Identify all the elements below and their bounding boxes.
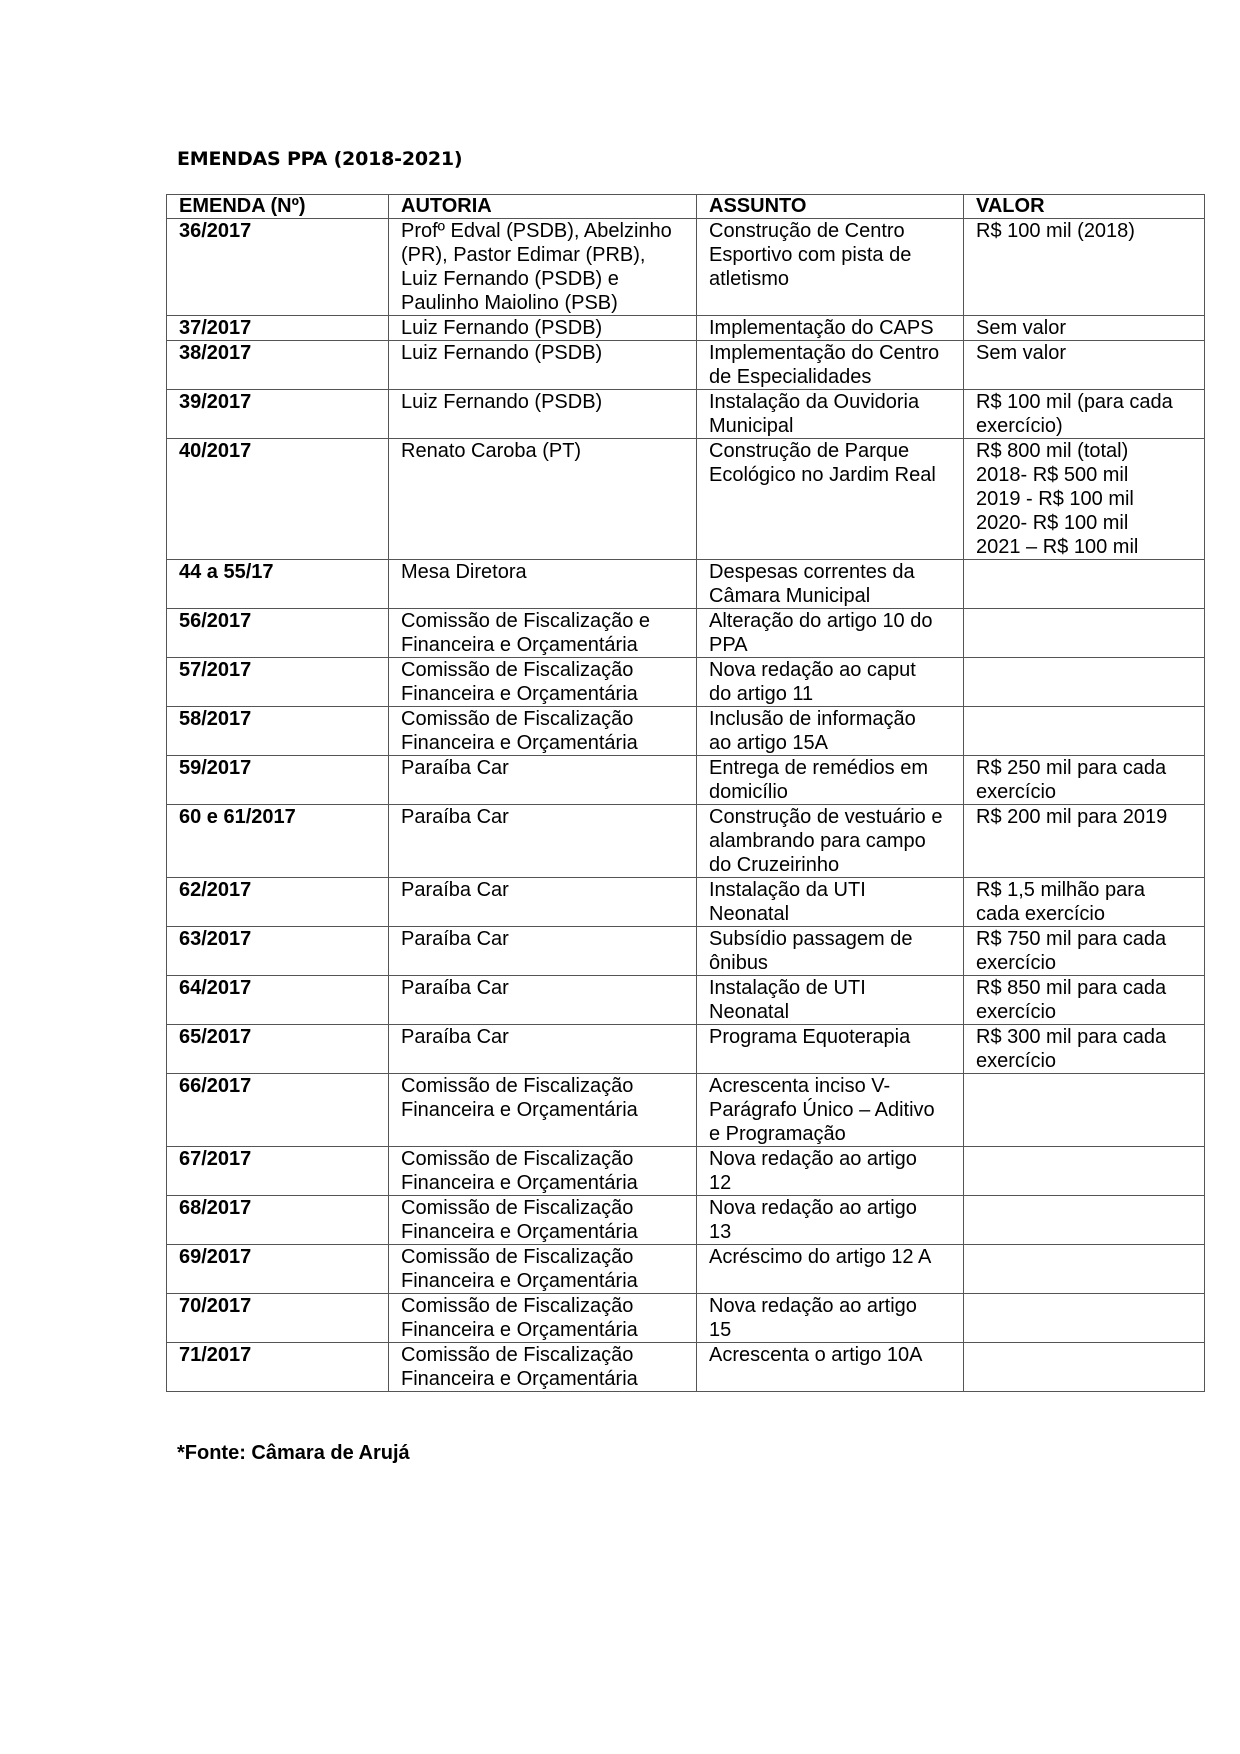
cell-autoria-line: Comissão de Fiscalização e: [401, 610, 650, 632]
cell-valor-line: Sem valor: [976, 317, 1067, 339]
cell-assunto-line: Programa Equoterapia: [709, 1026, 911, 1048]
cell-autoria: [389, 927, 697, 976]
table-row: [167, 390, 1205, 439]
cell-emenda: 63/2017: [167, 927, 389, 976]
cell-valor-line: R$ 200 mil para 2019: [976, 806, 1168, 828]
cell-assunto-line: Instalação da UTI: [709, 879, 866, 901]
table-row: [167, 1147, 1205, 1196]
cell-valor-line: R$ 250 mil para cada: [976, 757, 1167, 779]
cell-assunto: [697, 1245, 964, 1294]
cell-assunto-line: domicílio: [709, 781, 788, 803]
cell-assunto-line: Entrega de remédios em: [709, 757, 929, 779]
cell-autoria-line: Paraíba Car: [401, 1026, 509, 1048]
cell-assunto: [697, 609, 964, 658]
cell-assunto-line: do Cruzeirinho: [709, 854, 840, 876]
cell-assunto-line: Acrescenta inciso V-: [709, 1075, 891, 1097]
table-row: [167, 878, 1205, 927]
cell-autoria: [389, 1245, 697, 1294]
cell-valor: [964, 219, 1205, 316]
cell-assunto-line: Câmara Municipal: [709, 585, 871, 607]
table-row: [167, 316, 1205, 341]
cell-assunto-line: e Programação: [709, 1123, 846, 1145]
cell-valor-line: exercício): [976, 415, 1063, 437]
cell-valor: [964, 439, 1205, 560]
cell-assunto: [697, 316, 964, 341]
cell-assunto: [697, 927, 964, 976]
cell-assunto: [697, 658, 964, 707]
cell-autoria: [389, 878, 697, 927]
cell-valor-line: exercício: [976, 781, 1057, 803]
cell-valor-line: R$ 300 mil para cada: [976, 1026, 1167, 1048]
cell-emenda: 38/2017: [167, 341, 389, 390]
cell-assunto: [697, 1196, 964, 1245]
cell-autoria-line: Paulinho Maiolino (PSB): [401, 292, 618, 314]
cell-assunto-line: Instalação de UTI: [709, 977, 866, 999]
cell-emenda: 58/2017: [167, 707, 389, 756]
cell-assunto-line: Implementação do CAPS: [709, 317, 934, 339]
cell-valor: [964, 1343, 1205, 1392]
cell-assunto-line: ao artigo 15A: [709, 732, 828, 754]
cell-valor: [964, 658, 1205, 707]
cell-assunto-line: alambrando para campo: [709, 830, 926, 852]
cell-assunto-line: Inclusão de informação: [709, 708, 916, 730]
cell-autoria: [389, 560, 697, 609]
cell-autoria-line: Mesa Diretora: [401, 561, 527, 583]
table-row: [167, 976, 1205, 1025]
cell-valor-line: 2018- R$ 500 mil: [976, 464, 1129, 486]
cell-emenda: 66/2017: [167, 1074, 389, 1147]
table-row: [167, 560, 1205, 609]
cell-autoria-line: Financeira e Orçamentária: [401, 1270, 638, 1292]
cell-valor-line: R$ 750 mil para cada: [976, 928, 1167, 950]
cell-assunto-line: Neonatal: [709, 903, 790, 925]
cell-assunto-line: Parágrafo Único – Aditivo: [709, 1099, 935, 1121]
cell-assunto: [697, 1074, 964, 1147]
cell-autoria-line: Comissão de Fiscalização: [401, 1075, 634, 1097]
cell-autoria: [389, 805, 697, 878]
cell-autoria: [389, 341, 697, 390]
cell-assunto: [697, 1294, 964, 1343]
cell-emenda: 70/2017: [167, 1294, 389, 1343]
cell-autoria-line: Comissão de Fiscalização: [401, 1246, 634, 1268]
cell-assunto-line: Ecológico no Jardim Real: [709, 464, 936, 486]
table-body: [167, 219, 1205, 1392]
cell-autoria-line: Comissão de Fiscalização: [401, 1197, 634, 1219]
cell-assunto-line: de Especialidades: [709, 366, 872, 388]
cell-autoria-line: Financeira e Orçamentária: [401, 634, 638, 656]
cell-autoria-line: Financeira e Orçamentária: [401, 1368, 638, 1390]
cell-emenda: 44 a 55/17: [167, 560, 389, 609]
cell-assunto-line: Alteração do artigo 10 do: [709, 610, 933, 632]
table-header-row: [167, 195, 1205, 219]
cell-autoria-line: Financeira e Orçamentária: [401, 683, 638, 705]
cell-emenda: 59/2017: [167, 756, 389, 805]
table-row: [167, 1025, 1205, 1074]
cell-valor: [964, 341, 1205, 390]
cell-assunto-line: 15: [709, 1319, 732, 1341]
cell-valor-line: R$ 1,5 milhão para: [976, 879, 1145, 901]
header-emenda: EMENDA (Nº): [167, 195, 389, 219]
cell-autoria-line: Paraíba Car: [401, 928, 509, 950]
cell-autoria: [389, 976, 697, 1025]
cell-valor: [964, 1025, 1205, 1074]
cell-assunto-line: Acrescenta o artigo 10A: [709, 1344, 923, 1366]
table-row: [167, 927, 1205, 976]
cell-autoria-line: Luiz Fernando (PSDB): [401, 391, 603, 413]
cell-autoria-line: Comissão de Fiscalização: [401, 1148, 634, 1170]
cell-autoria-line: Paraíba Car: [401, 757, 509, 779]
table-row: [167, 1343, 1205, 1392]
header-valor: VALOR: [964, 195, 1205, 219]
cell-assunto: [697, 1343, 964, 1392]
cell-emenda: 64/2017: [167, 976, 389, 1025]
cell-assunto-line: PPA: [709, 634, 748, 656]
cell-emenda: 60 e 61/2017: [167, 805, 389, 878]
cell-autoria: [389, 658, 697, 707]
cell-valor: [964, 390, 1205, 439]
cell-valor: [964, 560, 1205, 609]
cell-emenda: 56/2017: [167, 609, 389, 658]
cell-assunto-line: Instalação da Ouvidoria: [709, 391, 920, 413]
cell-autoria: [389, 1147, 697, 1196]
cell-emenda: 69/2017: [167, 1245, 389, 1294]
cell-assunto-line: Nova redação ao artigo: [709, 1148, 917, 1170]
cell-assunto-line: Subsídio passagem de: [709, 928, 913, 950]
cell-valor-line: R$ 850 mil para cada: [976, 977, 1167, 999]
cell-valor-line: R$ 800 mil (total): [976, 440, 1129, 462]
cell-assunto: [697, 219, 964, 316]
cell-autoria: [389, 1294, 697, 1343]
cell-valor-line: cada exercício: [976, 903, 1105, 925]
cell-valor-line: 2020- R$ 100 mil: [976, 512, 1129, 534]
cell-assunto-line: Acréscimo do artigo 12 A: [709, 1246, 932, 1268]
cell-valor: [964, 609, 1205, 658]
cell-valor-line: 2019 - R$ 100 mil: [976, 488, 1134, 510]
cell-assunto-line: Nova redação ao caput: [709, 659, 916, 681]
cell-autoria-line: Financeira e Orçamentária: [401, 732, 638, 754]
cell-autoria-line: Financeira e Orçamentária: [401, 1172, 638, 1194]
cell-assunto: [697, 707, 964, 756]
document-title: EMENDAS PPA (2018-2021): [177, 148, 463, 170]
cell-assunto-line: Despesas correntes da: [709, 561, 915, 583]
header-autoria: AUTORIA: [389, 195, 697, 219]
header-assunto: ASSUNTO: [697, 195, 964, 219]
cell-assunto: [697, 341, 964, 390]
cell-autoria-line: Paraíba Car: [401, 977, 509, 999]
cell-emenda: 62/2017: [167, 878, 389, 927]
cell-valor: [964, 1147, 1205, 1196]
cell-assunto-line: Implementação do Centro: [709, 342, 940, 364]
cell-assunto: [697, 560, 964, 609]
cell-emenda: 68/2017: [167, 1196, 389, 1245]
table-row: [167, 341, 1205, 390]
cell-valor-line: exercício: [976, 1001, 1057, 1023]
cell-emenda: 36/2017: [167, 219, 389, 316]
table-row: [167, 805, 1205, 878]
cell-assunto: [697, 756, 964, 805]
cell-autoria: [389, 1343, 697, 1392]
cell-autoria-line: (PR), Pastor Edimar (PRB),: [401, 244, 646, 266]
cell-valor-line: R$ 100 mil (2018): [976, 220, 1135, 242]
cell-autoria: [389, 1025, 697, 1074]
cell-autoria-line: Profº Edval (PSDB), Abelzinho: [401, 220, 672, 242]
cell-valor: [964, 1196, 1205, 1245]
cell-autoria: [389, 439, 697, 560]
cell-valor: [964, 316, 1205, 341]
cell-assunto-line: Construção de Centro: [709, 220, 905, 242]
cell-autoria: [389, 316, 697, 341]
cell-valor: [964, 976, 1205, 1025]
cell-assunto-line: 12: [709, 1172, 732, 1194]
cell-valor-line: exercício: [976, 1050, 1057, 1072]
cell-assunto: [697, 805, 964, 878]
cell-valor: [964, 1294, 1205, 1343]
table-row: [167, 1196, 1205, 1245]
cell-emenda: 71/2017: [167, 1343, 389, 1392]
cell-autoria: [389, 390, 697, 439]
cell-autoria-line: Comissão de Fiscalização: [401, 708, 634, 730]
cell-assunto-line: Construção de Parque: [709, 440, 910, 462]
cell-autoria: [389, 756, 697, 805]
cell-autoria-line: Luiz Fernando (PSDB): [401, 317, 603, 339]
cell-valor: [964, 707, 1205, 756]
table-row: [167, 1074, 1205, 1147]
cell-assunto-line: Nova redação ao artigo: [709, 1295, 917, 1317]
cell-autoria-line: Paraíba Car: [401, 806, 509, 828]
cell-autoria-line: Luiz Fernando (PSDB): [401, 342, 603, 364]
cell-assunto: [697, 878, 964, 927]
cell-assunto-line: 13: [709, 1221, 732, 1243]
cell-valor: [964, 1074, 1205, 1147]
cell-assunto: [697, 1147, 964, 1196]
cell-valor: [964, 1245, 1205, 1294]
cell-emenda: 57/2017: [167, 658, 389, 707]
cell-autoria: [389, 1074, 697, 1147]
table-row: [167, 219, 1205, 316]
cell-assunto: [697, 390, 964, 439]
cell-valor: [964, 878, 1205, 927]
cell-autoria-line: Comissão de Fiscalização: [401, 659, 634, 681]
cell-valor: [964, 805, 1205, 878]
cell-autoria: [389, 707, 697, 756]
cell-autoria-line: Comissão de Fiscalização: [401, 1295, 634, 1317]
emendas-table: [166, 194, 1205, 1392]
cell-valor-line: 2021 – R$ 100 mil: [976, 536, 1139, 558]
table-row: [167, 756, 1205, 805]
cell-assunto: [697, 1025, 964, 1074]
cell-valor: [964, 756, 1205, 805]
cell-assunto-line: ônibus: [709, 952, 768, 974]
cell-assunto-line: Esportivo com pista de: [709, 244, 912, 266]
cell-emenda: 67/2017: [167, 1147, 389, 1196]
cell-valor-line: Sem valor: [976, 342, 1067, 364]
cell-valor-line: exercício: [976, 952, 1057, 974]
cell-assunto-line: Neonatal: [709, 1001, 790, 1023]
cell-assunto: [697, 439, 964, 560]
cell-emenda: 39/2017: [167, 390, 389, 439]
cell-autoria-line: Financeira e Orçamentária: [401, 1221, 638, 1243]
table-row: [167, 707, 1205, 756]
table-row: [167, 609, 1205, 658]
cell-autoria: [389, 219, 697, 316]
cell-valor-line: R$ 100 mil (para cada: [976, 391, 1173, 413]
cell-assunto-line: do artigo 11: [709, 683, 814, 705]
table-row: [167, 1294, 1205, 1343]
cell-autoria-line: Renato Caroba (PT): [401, 440, 582, 462]
cell-emenda: 40/2017: [167, 439, 389, 560]
source-note: *Fonte: Câmara de Arujá: [177, 1442, 410, 1464]
cell-assunto-line: Municipal: [709, 415, 794, 437]
table-row: [167, 1245, 1205, 1294]
cell-autoria-line: Paraíba Car: [401, 879, 509, 901]
cell-autoria-line: Financeira e Orçamentária: [401, 1099, 638, 1121]
cell-assunto: [697, 976, 964, 1025]
cell-autoria: [389, 1196, 697, 1245]
table-row: [167, 439, 1205, 560]
cell-assunto-line: Nova redação ao artigo: [709, 1197, 917, 1219]
cell-autoria-line: Luiz Fernando (PSDB) e: [401, 268, 619, 290]
cell-emenda: 37/2017: [167, 316, 389, 341]
cell-autoria-line: Financeira e Orçamentária: [401, 1319, 638, 1341]
cell-assunto-line: atletismo: [709, 268, 790, 290]
cell-assunto-line: Construção de vestuário e: [709, 806, 943, 828]
table-row: [167, 658, 1205, 707]
cell-autoria-line: Comissão de Fiscalização: [401, 1344, 634, 1366]
cell-valor: [964, 927, 1205, 976]
cell-emenda: 65/2017: [167, 1025, 389, 1074]
cell-autoria: [389, 609, 697, 658]
